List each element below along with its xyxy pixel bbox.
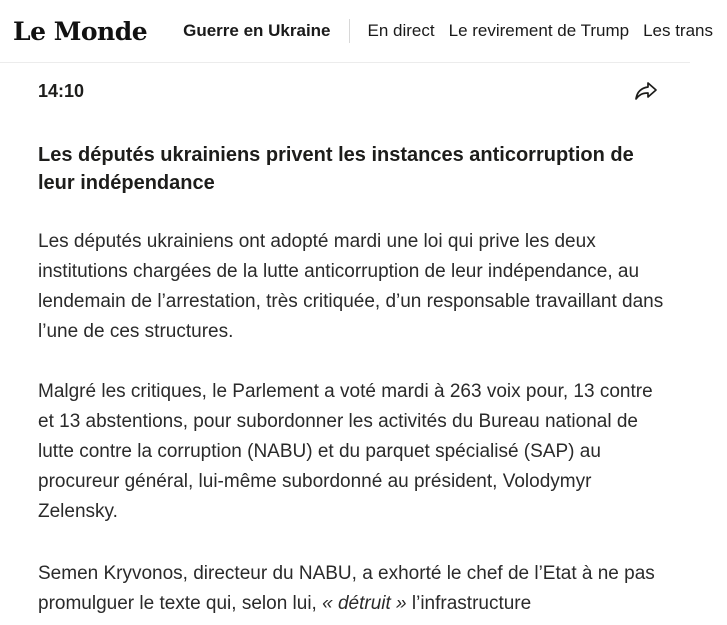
site-logo[interactable]: Le Monde	[13, 16, 148, 46]
top-navigation	[183, 19, 727, 43]
nav-item-guerre-en-ukraine[interactable]: Guerre en Ukraine	[183, 21, 331, 40]
nav-item-les-trans[interactable]: Les trans	[643, 21, 714, 40]
paragraph-3-end: l’infrastructure	[406, 593, 532, 614]
post-headline: Les députés ukrainiens privent les instances anticorruption de leur indépendance	[38, 144, 634, 194]
paragraph-2: Malgré les critiques, le Parlement a voté mardi à 263 voix pour, 13 contre et 13 abstentions, pour subordonner les activités du Bureau national de lutte contre la corruption (NABU) et du parquet spécialisé (SAP) au procureur général, lui-même subordonné au président, Volodymyr Zelensky.	[38, 381, 653, 522]
post-time: 14:10	[38, 80, 85, 101]
paragraph-3-text: Semen Kryvonos, directeur du NABU, a exhorté le chef de l’Etat à ne pas promulguer le texte qui, selon lui,	[38, 563, 655, 614]
nav-item-revirement-trump[interactable]: Le revirement de Trump	[448, 21, 630, 40]
share-arrow-icon[interactable]	[634, 80, 658, 102]
live-post-header	[38, 78, 658, 104]
quote-detruit: « détruit »	[322, 593, 407, 614]
nav-divider	[349, 19, 350, 43]
paragraph-1: Les députés ukrainiens ont adopté mardi une loi qui prive les deux institutions chargées de la lutte anticorruption de leur indépendance, au lendemain de l’arrestation, très critiquée, d’un responsable travaillant dans l’une de ces structures.	[38, 231, 664, 342]
site-header	[0, 0, 714, 63]
nav-item-en-direct[interactable]: En direct	[367, 21, 435, 40]
paragraph-3	[38, 559, 668, 619]
